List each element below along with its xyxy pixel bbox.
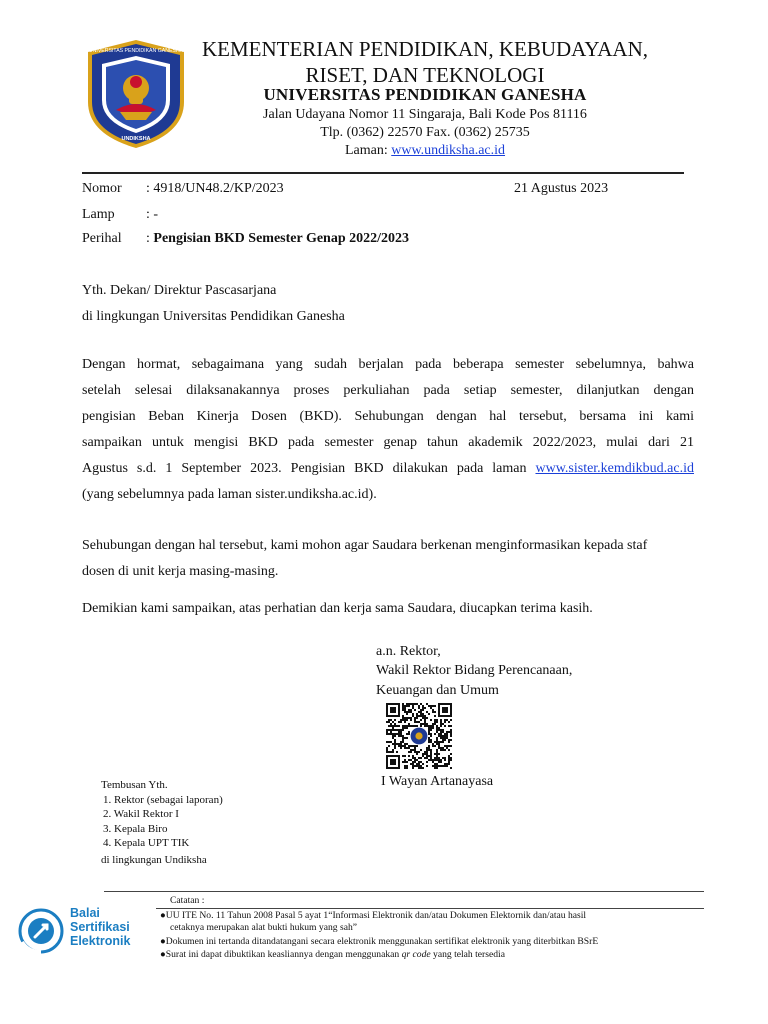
university-logo: [80, 38, 192, 150]
ministry-line1: KEMENTERIAN PENDIDIKAN, KEBUDAYAAN,: [201, 37, 649, 61]
signature-line3: Keuangan dan Umum: [376, 683, 499, 698]
perihal-row: [146, 230, 409, 248]
notes-divider: [156, 908, 704, 909]
note-3-em: qr code: [401, 949, 431, 960]
cc-item: 4. Kepala UPT TIK: [103, 837, 190, 849]
note-3-post: yang telah tersedia: [430, 949, 505, 960]
bullet-icon: ●: [160, 949, 166, 960]
paragraph-1: [82, 352, 694, 508]
paragraph-1-line: pengisian Beban Kinerja Dosen (BKD). Sehubungan dengan hal tersebut, bersama ini kami: [82, 409, 694, 424]
letter-date: 21 Agustus 2023: [514, 181, 609, 196]
paragraph-2-line: Sehubungan dengan hal tersebut, kami mohon agar Saudara berkenan menginformasikan kepada staf: [82, 538, 648, 553]
cc-title: Tembusan Yth.: [101, 779, 168, 791]
lamp-value: : -: [146, 207, 159, 222]
perihal-colon: :: [146, 231, 154, 246]
signer-name: I Wayan Artanayasa: [381, 774, 494, 789]
bsre-line3: Elektronik: [70, 934, 131, 948]
bsre-logo-text: [70, 906, 130, 948]
signature-line2: Wakil Rektor Bidang Perencanaan,: [376, 663, 573, 678]
paragraph-1-text: Agustus s.d. 1 September 2023. Pengisian BKD dilakukan pada laman: [82, 461, 536, 476]
cc-footer: di lingkungan Undiksha: [101, 854, 207, 866]
note-2-text: Dokumen ini tertanda ditandatangani secara elektronik menggunakan sertifikat elektronik yang diterbitkan BSrE: [165, 936, 599, 947]
cc-item: 3. Kepala Biro: [103, 823, 168, 835]
perihal-value: Pengisian BKD Semester Genap 2022/2023: [153, 231, 410, 246]
university-name: UNIVERSITAS PENDIDIKAN GANESHA: [263, 85, 587, 104]
paragraph-1-line: sampaikan untuk mengisi BKD pada semester genap tahun akademik 2022/2023, mulai dari 21: [82, 435, 694, 450]
notes-title: Catatan :: [170, 895, 205, 906]
bsre-line2: Sertifikasi: [70, 920, 130, 934]
cc-item: 1. Rektor (sebagai laporan): [103, 794, 223, 806]
recipient-line1: Yth. Dekan/ Direktur Pascasarjana: [82, 283, 277, 298]
perihal-label: Perihal: [82, 231, 122, 246]
university-phone: Tlp. (0362) 22570 Fax. (0362) 25735: [320, 125, 530, 140]
footer-divider: [156, 891, 704, 892]
paragraph-2: [82, 533, 694, 585]
website-link[interactable]: www.undiksha.ac.id: [391, 143, 506, 158]
note-1-line1: UU ITE No. 11 Tahun 2008 Pasal 5 ayat 1“Informasi Elektronik dan/atau Dokumen Elektornik dan/atau hasil: [165, 910, 587, 921]
bsre-line1: Balai: [70, 906, 100, 920]
university-address: Jalan Udayana Nomor 11 Singaraja, Bali Kode Pos 81116: [263, 107, 587, 122]
paragraph-1-line: setelah selesai dilaksanakannya proses perkuliahan pada setiap semester, dilanjutkan dengan: [82, 383, 694, 398]
paragraph-2-line: dosen di unit kerja masing-masing.: [82, 564, 279, 579]
recipient-line2: di lingkungan Universitas Pendidikan Ganesha: [82, 309, 345, 324]
note-3: [160, 949, 505, 961]
university-web: [195, 142, 655, 160]
paragraph-1-line: [82, 456, 694, 482]
logo-bottom-text: UNDIKSHA: [121, 136, 151, 142]
paragraph-3: Demikian kami sampaikan, atas perhatian dan kerja sama Saudara, diucapkan terima kasih.: [82, 601, 593, 616]
note-3-pre: Surat ini dapat dibuktikan keasliannya dengan menggunakan: [165, 949, 402, 960]
signature-line1: a.n. Rektor,: [376, 644, 441, 659]
lamp-label: Lamp: [82, 207, 115, 222]
note-2: [160, 936, 598, 948]
logo-ring-text: UNIVERSITAS PENDIDIKAN GANESHA: [88, 48, 184, 54]
ministry-line2: RISET, DAN TEKNOLOGI: [305, 63, 545, 87]
nomor-label: Nomor: [82, 181, 122, 196]
letterhead-divider: [82, 172, 684, 174]
web-label: Laman:: [344, 143, 392, 158]
nomor-value: : 4918/UN48.2/KP/2023: [146, 181, 284, 196]
footer-divider: [104, 891, 164, 892]
note-1-line2: cetaknya merupakan alat bukti hukum yang sah”: [170, 922, 358, 933]
bullet-icon: ●: [160, 936, 166, 947]
cc-item: 2. Wakil Rektor I: [103, 808, 179, 820]
sister-link[interactable]: www.sister.kemdikbud.ac.id: [535, 461, 694, 476]
paragraph-1-line: (yang sebelumnya pada laman sister.undiksha.ac.id).: [82, 487, 377, 502]
bsre-logo-icon: [18, 908, 64, 954]
bullet-icon: ●: [160, 910, 166, 921]
paragraph-1-line: Dengan hormat, sebagaimana yang sudah berjalan pada beberapa semester sebelumnya, bahwa: [82, 357, 694, 372]
note-1: [160, 910, 586, 922]
qr-code: [386, 703, 452, 769]
